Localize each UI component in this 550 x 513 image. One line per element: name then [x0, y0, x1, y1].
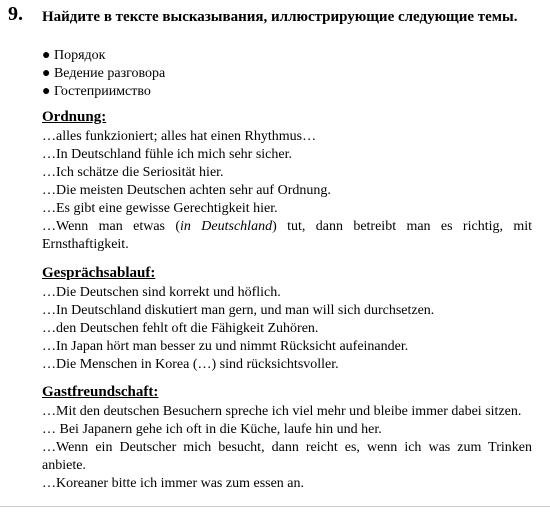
- quote-line: …In Japan hört man besser zu und nimmt Rücksicht aufeinander.: [42, 339, 409, 354]
- quote-line-with-italic: [42, 218, 532, 254]
- quote-line: …Es gibt eine gewisse Gerechtigkeit hier.: [42, 201, 278, 216]
- quote-line: …In Deutschland fühle ich mich sehr sicher.: [42, 147, 292, 162]
- quote-line: …Die Menschen in Korea (…) sind rücksichtsvoller.: [42, 357, 339, 372]
- quote-line: …Wenn ein Deutscher mich besucht, dann reicht es, wenn ich was zum Trinken anbiete.: [42, 440, 532, 473]
- section-heading: Gastfreundschaft:: [42, 384, 159, 400]
- section-gespraechsablauf: [42, 264, 532, 374]
- quote-line: …Die Deutschen sind korrekt und höflich.: [42, 285, 281, 300]
- bottom-divider: [0, 506, 550, 507]
- quote-line: …Mit den deutschen Besuchern spreche ich viel mehr und bleibe immer dabei sitzen.: [42, 404, 522, 419]
- quote-line: …Koreaner bitte ich immer was zum essen an.: [42, 476, 305, 491]
- section-gastfreundschaft: [42, 383, 532, 493]
- quote-line: …Ich schätze die Seriosität hier.: [42, 165, 224, 180]
- theme-item-hospitality: ● Гостеприимство: [42, 84, 151, 99]
- section-heading: Ordnung:: [42, 109, 107, 125]
- section-heading: Gesprächsablauf:: [42, 265, 156, 281]
- quote-suffix: ) tut, dann betreibt man es richtig, mit Ernsthaftigkeit.: [42, 219, 533, 252]
- theme-item-order: ● Порядок: [42, 48, 106, 63]
- quote-line: …alles funkzioniert; alles hat einen Rhythmus…: [42, 129, 317, 144]
- quote-line: …In Deutschland diskutiert man gern, und man will sich durchsetzen.: [42, 303, 435, 318]
- quote-line: …Die meisten Deutschen achten sehr auf Ordnung.: [42, 183, 331, 198]
- quote-prefix: …Wenn man etwas (: [42, 219, 181, 234]
- section-ordnung: [42, 108, 532, 254]
- theme-item-conversation: ● Ведение разговора: [42, 66, 166, 81]
- task-instruction: Найдите в тексте высказывания, иллюстрирующие следующие темы.: [42, 9, 518, 25]
- quote-line: …den Deutschen fehlt oft die Fähigkeit Zuhören.: [42, 321, 319, 336]
- theme-list: [42, 47, 522, 101]
- quote-italic: in Deutschland: [180, 219, 273, 234]
- quote-line: … Bei Japanern gehe ich oft in die Küche, laufe hin und her.: [42, 422, 382, 437]
- task-number: 9.: [8, 3, 23, 25]
